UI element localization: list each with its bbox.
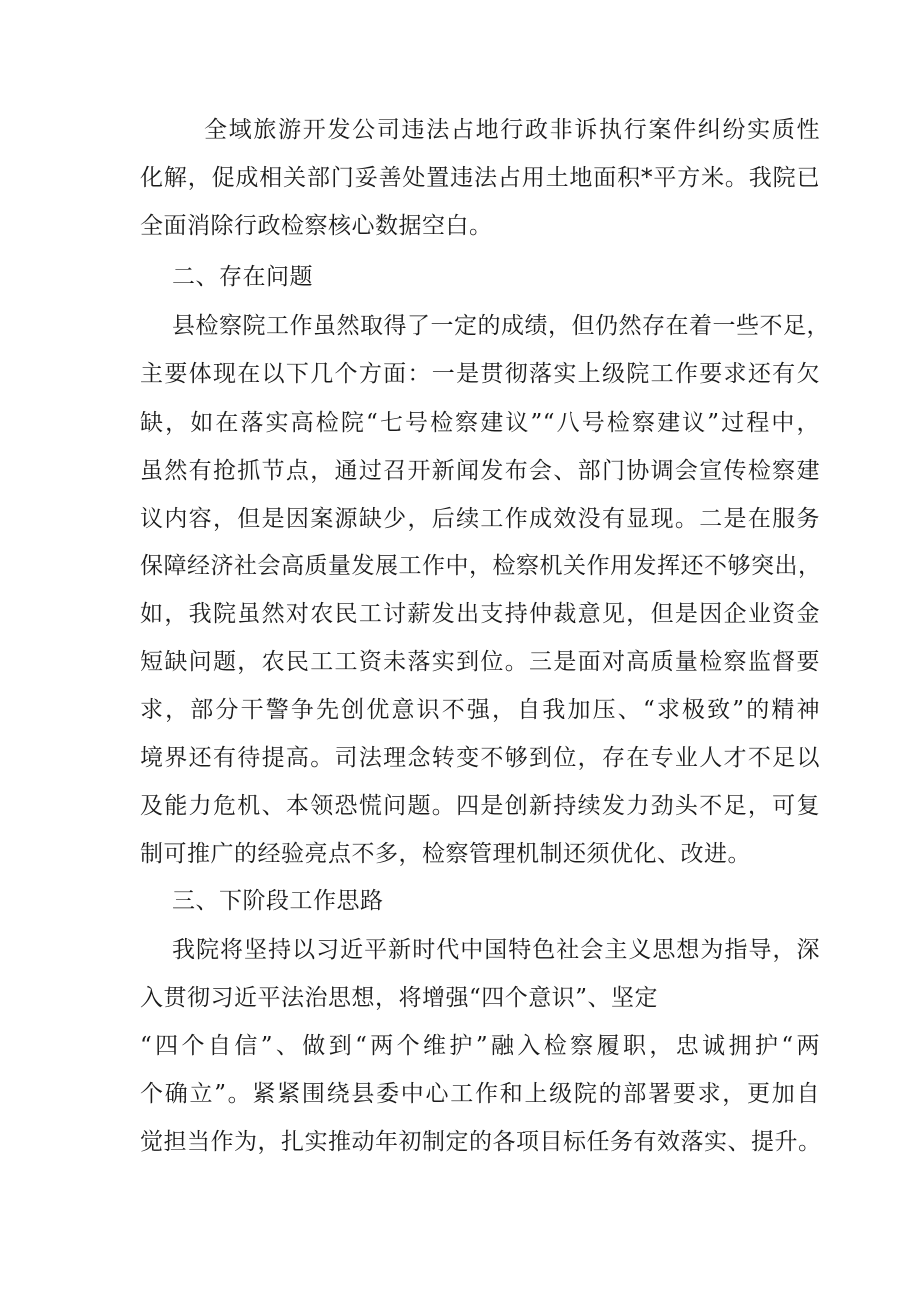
paragraph-line: 虽然有抢抓节点，通过召开新闻发布会、部门协调会宣传检察建 xyxy=(140,458,820,484)
paragraph-line: 县检察院工作虽然取得了一定的成绩，但仍然存在着一些不足， xyxy=(172,313,830,339)
paragraph-line: 觉担当作为，扎实推动年初制定的各项目标任务有效落实、提升。 xyxy=(140,1129,822,1155)
paragraph-line: 求，部分干警争先创优意识不强，自我加压、“求极致”的精神 xyxy=(140,697,820,723)
paragraph-line: 议内容，但是因案源缺少，后续工作成效没有显现。二是在服务 xyxy=(140,506,820,532)
paragraph-line: 主要体现在以下几个方面：一是贯彻落实上级院工作要求还有欠 xyxy=(140,361,820,387)
paragraph-line: 制可推广的经验亮点不多，检察管理机制还须优化、改进。 xyxy=(140,841,751,867)
paragraph-line: 及能力危机、本领恐慌问题。四是创新持续发力劲头不足，可复 xyxy=(140,793,820,819)
paragraph-line: 如，我院虽然对农民工讨薪发出支持仲裁意见，但是因企业资金 xyxy=(140,601,820,627)
paragraph-line: “四个自信”、做到“两个维护”融入检察履职，忠诚拥护“两 xyxy=(140,1033,820,1059)
paragraph-line: 全面消除行政检察核心数据空白。 xyxy=(140,213,493,239)
paragraph-line: 化解，促成相关部门妥善处置违法占用土地面积*平方米。我院已 xyxy=(140,165,820,191)
section-heading: 二、存在问题 xyxy=(172,264,313,290)
paragraph-line: 个确立”。紧紧围绕县委中心工作和上级院的部署要求，更加自 xyxy=(140,1081,820,1107)
paragraph-line: 我院将坚持以习近平新时代中国特色社会主义思想为指导，深 xyxy=(172,937,820,963)
paragraph-line: 全域旅游开发公司违法占地行政非诉执行案件纠纷实质性 xyxy=(204,117,820,143)
paragraph-line: 保障经济社会高质量发展工作中，检察机关作用发挥还不够突出， xyxy=(140,553,822,579)
paragraph-line: 缺，如在落实高检院“七号检察建议”“八号检察建议”过程中， xyxy=(140,410,820,436)
paragraph-line: 境界还有待提高。司法理念转变不够到位，存在专业人才不足以 xyxy=(140,745,820,771)
section-heading: 三、下阶段工作思路 xyxy=(172,888,384,914)
paragraph-line: 短缺问题，农民工工资未落实到位。三是面对高质量检察监督要 xyxy=(140,649,820,675)
paragraph-line: 入贯彻习近平法治思想，将增强“四个意识”、坚定 xyxy=(140,985,659,1011)
